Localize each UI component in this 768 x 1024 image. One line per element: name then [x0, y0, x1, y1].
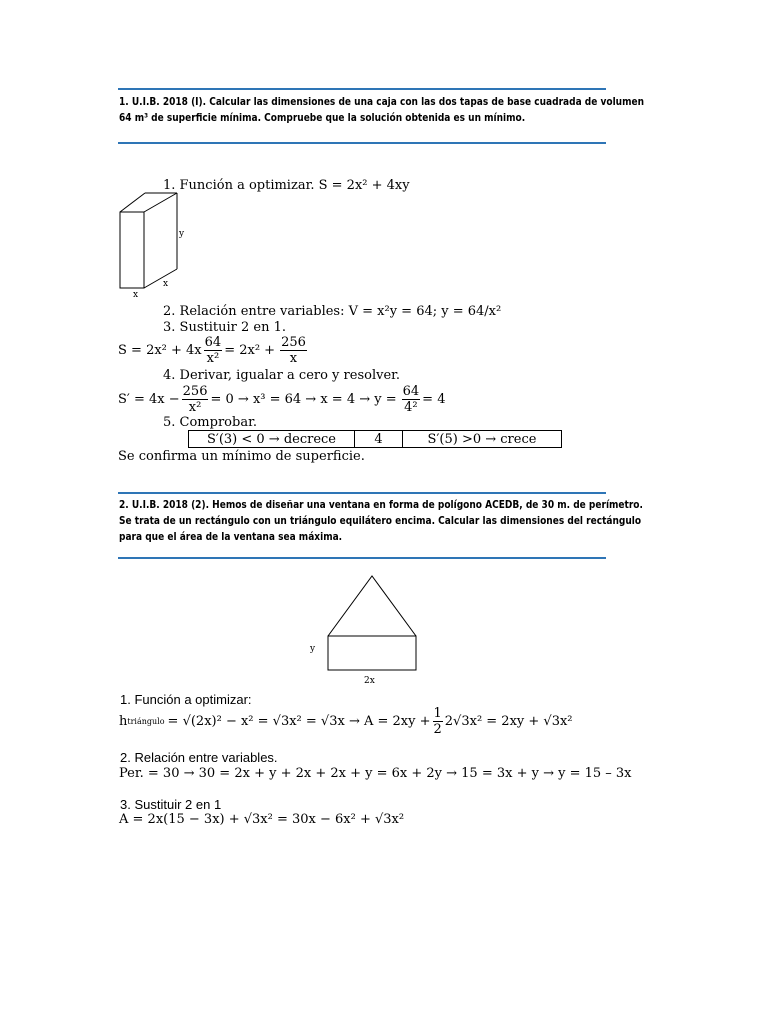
header-bottom-rule — [118, 142, 606, 144]
eq-h-frac-den: 2 — [433, 722, 442, 737]
box-label-x-bottom: x — [133, 290, 139, 300]
p2-step3-title: 3. Sustituir 2 en 1 — [120, 797, 222, 812]
eq-d-frac2 — [402, 384, 421, 415]
eq-d-frac2-num: 64 — [402, 384, 420, 399]
top-rule — [118, 88, 606, 90]
sign-table-cell-left: S′(3) < 0 → decrece — [189, 431, 355, 448]
p2-step2-title: 2. Relación entre variables. — [120, 750, 278, 765]
problem2-top-rule — [118, 492, 606, 494]
eq-s-frac1 — [204, 335, 223, 366]
p2-step2-equation: Per. = 30 → 30 = 2x + y + 2x + 2x + y = 6x + 2y → 15 = 3x + y → y = 15 – 3x — [119, 766, 632, 781]
problem1-header-line2: 64 m³ de superficie mínima. Compruebe que la solución obtenida es un mínimo. — [119, 111, 526, 124]
p1-step5: 5. Comprobar. — [163, 415, 257, 430]
eq-s-frac2-num: 256 — [281, 335, 306, 350]
eq-d-frac2-den: 4² — [404, 400, 418, 415]
problem2-header-line2: Se trata de un rectángulo con un triángulo equilátero encima. Calcular las dimensiones del rectángulo — [119, 514, 642, 527]
window-label-y: y — [310, 644, 316, 654]
box-diagram — [110, 190, 190, 302]
window-diagram — [320, 572, 424, 674]
box-label-x-right: x — [163, 279, 169, 289]
eq-d-end: = 4 — [422, 392, 446, 407]
sign-table — [188, 430, 562, 448]
eq-s-frac1-den: x² — [206, 351, 220, 366]
sign-table-row — [189, 431, 562, 448]
eq-d-frac1-den: x² — [188, 400, 202, 415]
eq-s-frac2-den: x — [289, 351, 298, 366]
p1-equation-derivative — [118, 384, 445, 415]
box-label-y: y — [179, 229, 185, 239]
p1-conclusion: Se confirma un mínimo de superficie. — [118, 449, 365, 464]
p2-equation-height — [119, 706, 573, 737]
p2-step3-equation: A = 2x(15 − 3x) + √3x² = 30x − 6x² + √3x² — [119, 812, 405, 827]
problem2-header-line1: 2. U.I.B. 2018 (2). Hemos de diseñar una ventana en forma de polígono ACEDB, de 30 m. de perímetro. — [119, 498, 643, 511]
eq-h-frac — [433, 706, 443, 737]
eq-d-frac1-num: 256 — [182, 384, 208, 399]
eq-h-end: 2√3x² = 2xy + √3x² — [444, 714, 573, 729]
eq-d-frac1 — [182, 384, 209, 415]
window-label-2x: 2x — [364, 676, 375, 686]
eq-h-body: = √(2x)² − x² = √3x² = √3x → A = 2xy + — [167, 714, 431, 729]
eq-h-frac-num: 1 — [433, 706, 442, 721]
sign-table-cell-right: S′(5) >0 → crece — [403, 431, 562, 448]
eq-s-mid: = 2x² + — [224, 343, 276, 358]
p1-step3: 3. Sustituir 2 en 1. — [163, 320, 286, 335]
eq-s-prefix: S = 2x² + 4x — [118, 343, 202, 358]
problem2-header-line3: para que el área de la ventana sea máxima. — [119, 530, 343, 543]
eq-s-frac1-num: 64 — [204, 335, 222, 350]
eq-d-prefix: S′ = 4x − — [118, 392, 180, 407]
p1-step1: 1. Función a optimizar. S = 2x² + 4xy — [163, 178, 410, 193]
p2-step1-title: 1. Función a optimizar: — [120, 692, 252, 707]
eq-s-frac2 — [280, 335, 307, 366]
eq-h-h: h — [119, 714, 128, 729]
p1-step4: 4. Derivar, igualar a cero y resolver. — [163, 368, 401, 383]
p1-equation-s — [118, 335, 309, 366]
problem2-bottom-rule — [118, 557, 606, 559]
eq-d-mid: = 0 → x³ = 64 → x = 4 → y = — [210, 392, 397, 407]
sign-table-cell-mid: 4 — [355, 431, 403, 448]
p1-step2: 2. Relación entre variables: V = x²y = 64; y = 64/x² — [163, 304, 502, 319]
eq-h-sub: triángulo — [127, 717, 165, 726]
problem1-header-line1: 1. U.I.B. 2018 (I). Calcular las dimensiones de una caja con las dos tapas de base cuadrada de volumen — [119, 95, 645, 108]
